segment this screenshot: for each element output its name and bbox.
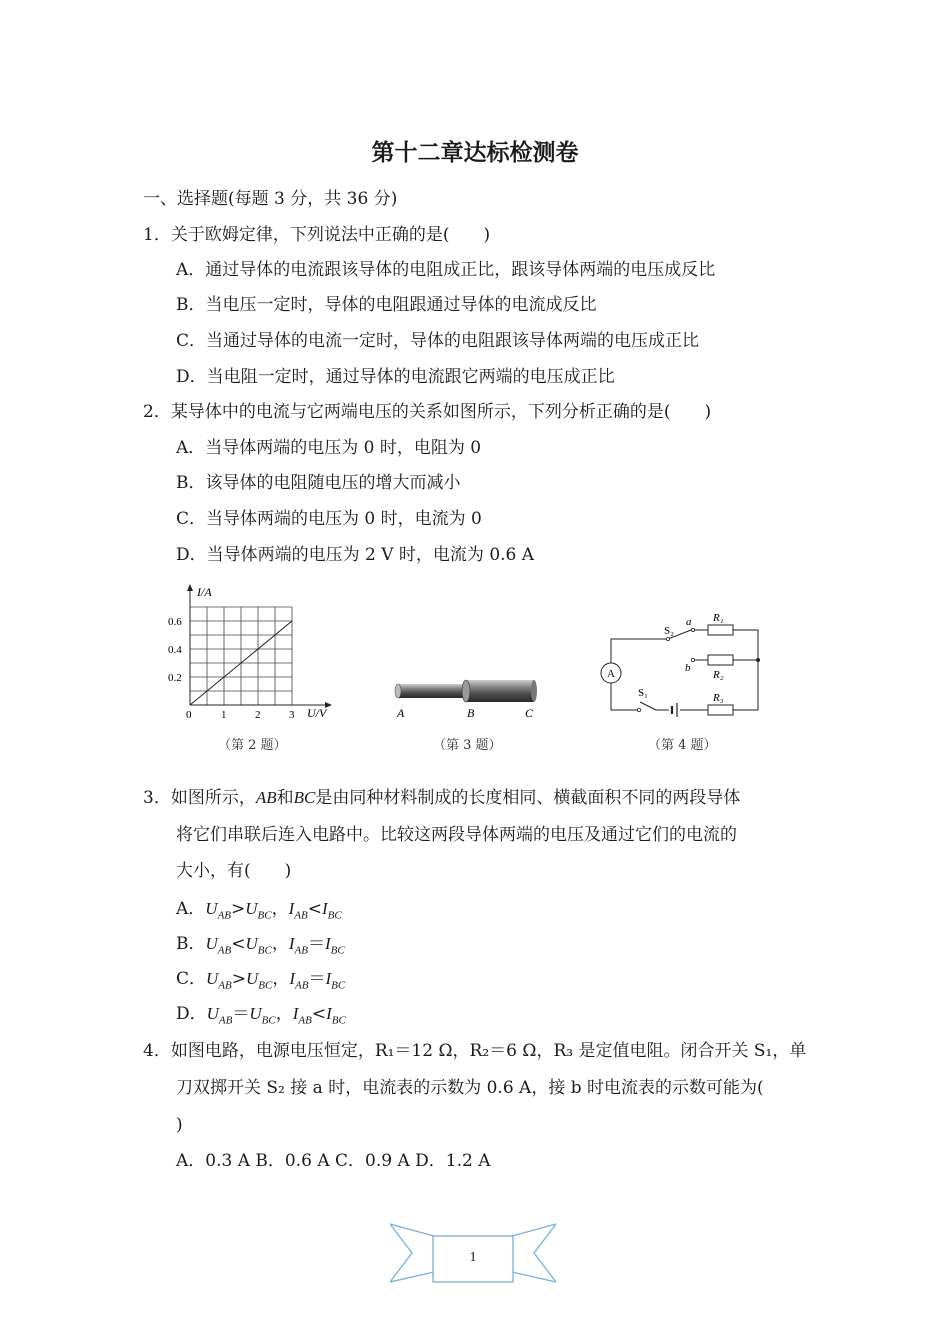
fig4-caption: （第 4 题） [648,738,717,753]
fig4-circuit [596,608,776,720]
fig3-thick-end [462,680,470,702]
q3-option-d: D．$U_{AB}=U_{BC}$，$I_{AB}<I_{BC}$ [176,1004,346,1027]
q3-line-3: 大小，有( ) [176,861,292,881]
section-heading: 一、选择题(每题 3 分，共 36 分) [143,189,398,209]
q4-options: A．0.3 A B．0.6 A C．0.9 A D．1.2 A [176,1151,491,1171]
q2-option-a: A．当导体两端的电压为 0 时，电阻为 0 [176,438,482,458]
fig4-wire-right [733,630,758,710]
ribbon-left-tail [390,1224,434,1282]
fig3-thick-right-end [531,680,537,702]
fig2-xtick-label: 3 [289,709,295,721]
fig3-thick-conductor [466,680,534,702]
fig3-label-c: C [525,706,534,720]
fig4-contact-b [691,658,694,661]
fig2-grid [190,607,292,705]
fig4-s1-contact [637,708,640,711]
fig3-thin-end [395,684,401,698]
q2-option-d: D．当导体两端的电压为 2 V 时，电流为 0.6 A [176,545,535,565]
fig4-resistor-r2 [708,655,733,665]
fig2-ytick-label: 0.6 [168,616,182,628]
fig3-caption: （第 3 题） [433,738,502,753]
fig4-resistor-r1 [708,625,733,635]
fig4-switch-s1-blade [640,702,656,710]
fig4-ammeter-label: A [607,668,615,680]
fig3-thin-conductor [398,684,468,698]
fig4-wire-left-top [611,639,668,663]
fig2-xtick-label: 0 [186,709,192,721]
q2-option-c: C．当导体两端的电压为 0 时，电流为 0 [176,509,482,529]
q1-option-b: B．当电压一定时，导体的电阻跟通过导体的电流成反比 [176,295,597,315]
fig2-ytick-label: 0.4 [168,644,182,656]
fig2-iu-graph [160,582,350,722]
fig4-b-label: b [685,662,691,674]
q3-option-a: A．$U_{AB}>U_{BC}$，$I_{AB}<I_{BC}$ [176,899,342,922]
fig4-a-label: a [686,616,692,628]
q3-line-1: 3．如图所示，AB和BC是由同种材料制成的长度相同、横截面积不同的两段导体 [143,788,741,808]
q1-option-c: C．当通过导体的电流一定时，导体的电阻跟该导体两端的电压成正比 [176,331,700,351]
page-title: 第十二章达标检测卷 [371,140,579,166]
q1-option-d: D．当电阻一定时，通过导体的电流跟它两端的电压成正比 [176,367,615,387]
fig2-xtick-label: 2 [255,709,261,721]
fig3-label-b: B [467,706,475,720]
q1-stem: 1．关于欧姆定律，下列说法中正确的是( ) [143,225,491,245]
fig4-r2-label: R₂ [713,669,724,681]
fig4-r3-label: R₃ [713,692,724,704]
fig2-ylabel: I/A [197,585,212,599]
ribbon-right-tail [512,1224,556,1282]
fig4-wire-left-bottom [611,683,639,710]
fig3-label-a: A [397,706,405,720]
q1-option-a: A．通过导体的电流跟该导体的电阻成正比，跟该导体两端的电压成反比 [176,260,716,280]
fig2-xtick-label: 1 [221,709,227,721]
q4-line-2: 刀双掷开关 S₂ 接 a 时，电流表的示数为 0.6 A，接 b 时电流表的示数可能为( [176,1078,764,1098]
fig4-s1-label: S₁ [638,687,648,699]
q2-stem: 2．某导体中的电流与它两端电压的关系如图所示，下列分析正确的是( ) [143,402,712,422]
q4-line-3: ) [176,1115,183,1135]
q4-line-1: 4．如图电路，电源电压恒定，R₁＝12 Ω，R₂＝6 Ω，R₃ 是定值电阻。闭合开关 S₁，单 [143,1041,807,1061]
fig3-conductors [388,670,548,724]
fig2-y-arrow [187,584,193,591]
fig2-caption: （第 2 题） [218,738,287,753]
fig4-r1-label: R₁ [713,612,724,624]
page-number: 1 [469,1250,477,1265]
fig4-s2-label: S₂ [664,625,674,637]
fig4-junction [756,658,760,662]
fig4-contact-a [691,628,694,631]
fig4-resistor-r3 [708,705,733,715]
q3-line-2: 将它们串联后连入电路中。比较这两段导体两端的电压及通过它们的电流的 [176,825,737,845]
q3-option-c: C．$U_{AB}>U_{BC}$，$I_{AB}=I_{BC}$ [176,969,346,992]
q3-option-b: B．$U_{AB}<U_{BC}$，$I_{AB}=I_{BC}$ [176,934,345,957]
fig2-xlabel: U/V [307,706,327,720]
fig4-s2-pivot [666,637,669,640]
q2-option-b: B．该导体的电阻随电压的增大而减小 [176,473,461,493]
fig2-ytick-label: 0.2 [168,672,182,684]
